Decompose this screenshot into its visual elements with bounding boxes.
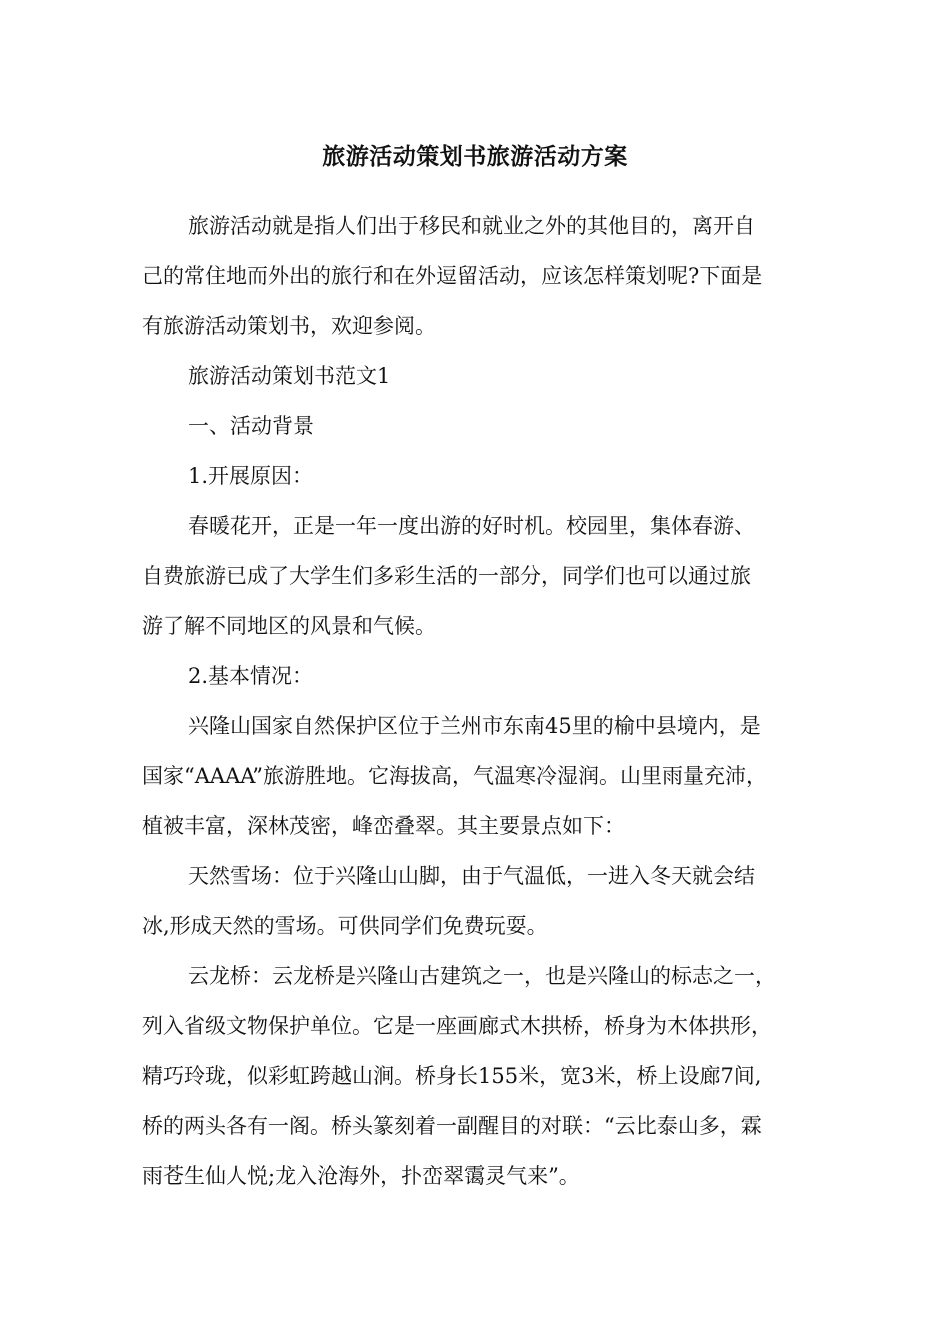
document-body xyxy=(142,201,812,1201)
paragraph-snowfield xyxy=(142,851,812,951)
text-line: 桥的两头各有一阁。桥头篆刻着一副醒目的对联：“云比泰山多，霖 xyxy=(142,1114,762,1138)
text-line: 雨苍生仙人悦;龙入沧海外，扑峦翠霭灵气来”。 xyxy=(142,1164,580,1188)
text-line: 植被丰富，深林茂密，峰峦叠翠。其主要景点如下： xyxy=(142,814,625,838)
text-line: 2.基本情况： xyxy=(188,664,314,688)
paragraph-yunlong-bridge xyxy=(142,951,812,1201)
text-line: 精巧玲珑，似彩虹跨越山涧。桥身长155米，宽3米，桥上设廊7间, xyxy=(142,1064,762,1088)
subheading-reason xyxy=(142,451,812,501)
section-heading-sample xyxy=(142,351,812,401)
section-heading-background xyxy=(142,401,812,451)
text-line: 天然雪场：位于兴隆山山脚，由于气温低，一进入冬天就会结 xyxy=(188,864,755,888)
text-line: 己的常住地而外出的旅行和在外逗留活动，应该怎样策划呢?下面是 xyxy=(142,264,763,288)
text-line: 游了解不同地区的风景和气候。 xyxy=(142,614,436,638)
text-line: 春暖花开，正是一年一度出游的好时机。校园里，集体春游、 xyxy=(188,514,755,538)
text-line: 1.开展原因： xyxy=(188,464,314,488)
text-line: 有旅游活动策划书，欢迎参阅。 xyxy=(142,314,436,338)
paragraph-basics xyxy=(142,701,812,851)
text-line: 国家“AAAA”旅游胜地。它海拔高，气温寒冷湿润。山里雨量充沛， xyxy=(142,764,768,788)
subheading-basics xyxy=(142,651,812,701)
paragraph-intro xyxy=(142,201,812,351)
paragraph-reason xyxy=(142,501,812,651)
document-title: 旅游活动策划书旅游活动方案 xyxy=(322,143,628,170)
text-line: 兴隆山国家自然保护区位于兰州市东南45里的榆中县境内，是 xyxy=(188,714,761,738)
text-line: 自费旅游已成了大学生们多彩生活的一部分，同学们也可以通过旅 xyxy=(142,564,751,588)
text-line: 冰,形成天然的雪场。可供同学们免费玩耍。 xyxy=(142,914,548,938)
text-line: 旅游活动就是指人们出于移民和就业之外的其他目的，离开自 xyxy=(188,214,755,238)
text-line: 云龙桥：云龙桥是兴隆山古建筑之一，也是兴隆山的标志之一， xyxy=(188,964,776,988)
text-line: 旅游活动策划书范文1 xyxy=(188,364,391,388)
text-line: 列入省级文物保护单位。它是一座画廊式木拱桥，桥身为木体拱形， xyxy=(142,1014,772,1038)
text-line: 一、活动背景 xyxy=(188,414,314,438)
